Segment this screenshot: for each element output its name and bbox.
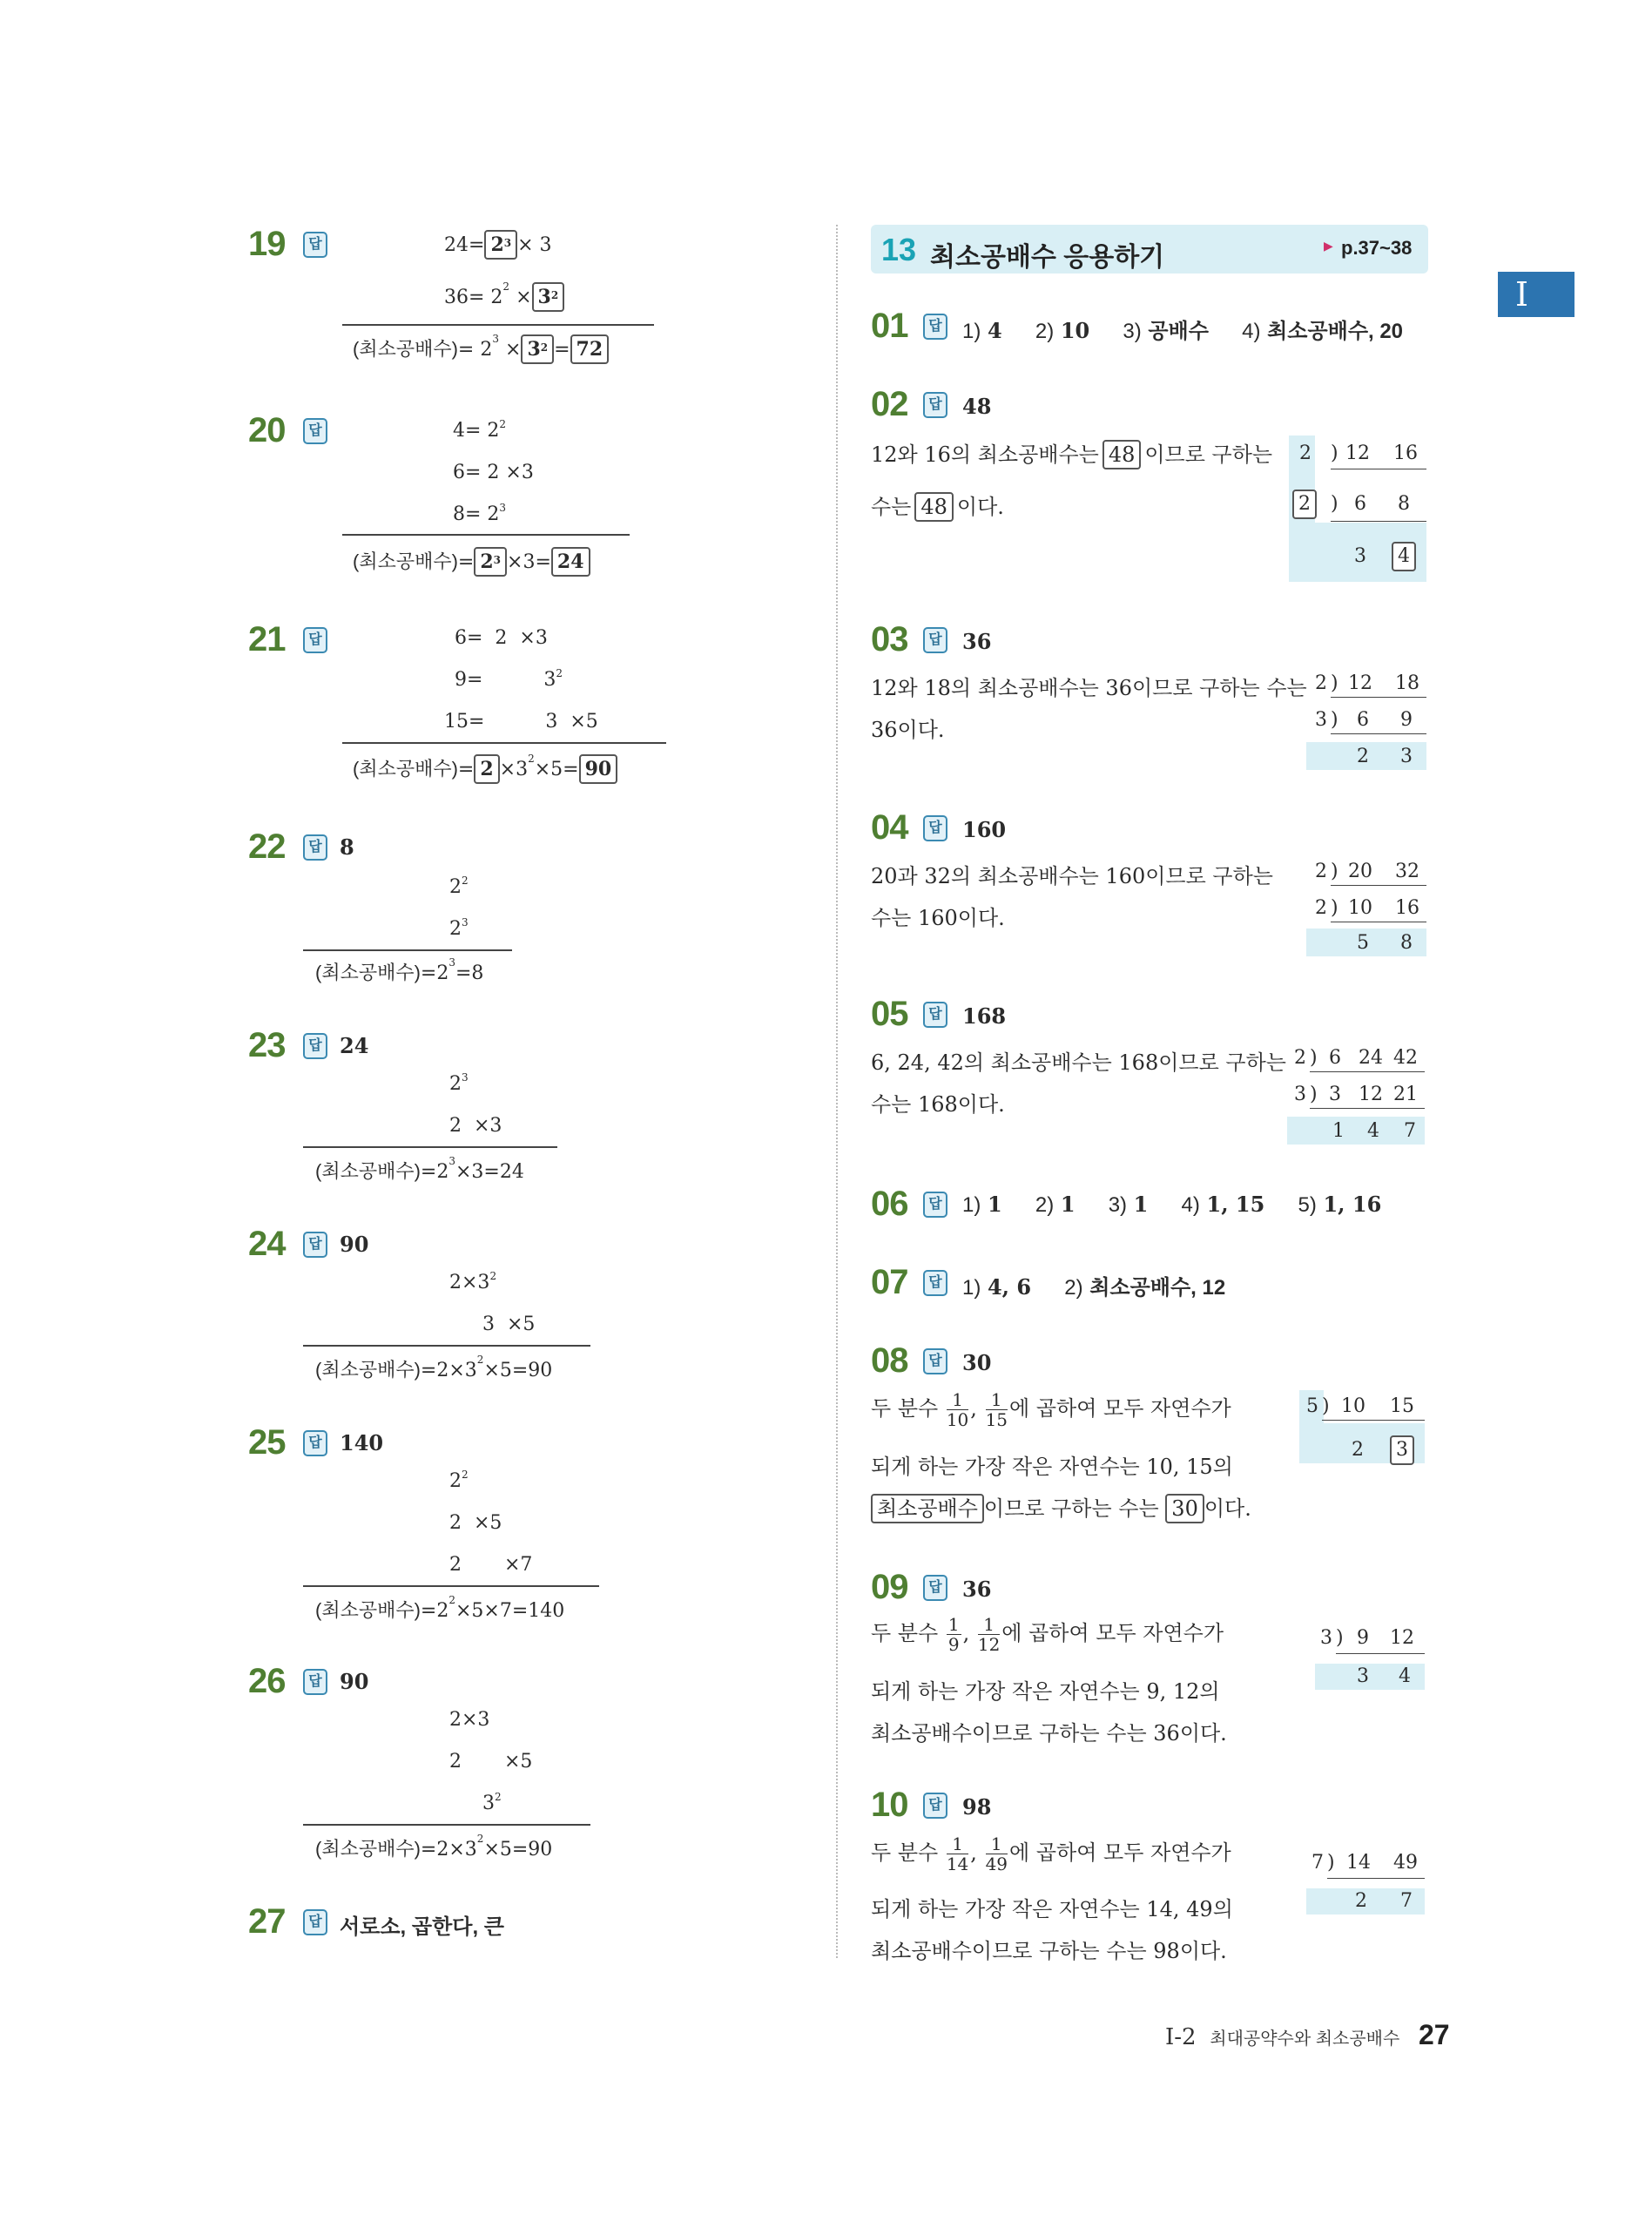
divider bbox=[1331, 697, 1426, 698]
lcm-row: (최소공배수)$=2\times 3^2\times 5=90$ bbox=[315, 1833, 553, 1860]
factor-row: 2×3 bbox=[449, 1709, 490, 1731]
answer-value: 160 bbox=[962, 817, 1007, 842]
divider bbox=[342, 324, 654, 326]
explanation-line: 최소공배수이므로 구하는 수는 36이다. bbox=[871, 1721, 1227, 1746]
ladder-divisor: 2 bbox=[1294, 1047, 1306, 1069]
lcm-row: (최소공배수)$=2^3=8$ bbox=[315, 956, 484, 984]
divider bbox=[342, 534, 630, 536]
ladder-quotient: 2 bbox=[1352, 1439, 1364, 1461]
factor-row: 2 ×5 bbox=[449, 1751, 533, 1773]
page-footer bbox=[1165, 2019, 1450, 2051]
section-number: 13 bbox=[881, 232, 917, 267]
divider bbox=[303, 1824, 590, 1826]
problem-number: 26 bbox=[248, 1662, 286, 1700]
ladder-value: 42 bbox=[1393, 1047, 1418, 1069]
ladder-value: 9 bbox=[1400, 709, 1413, 731]
ladder-quotient: 7 bbox=[1400, 1890, 1413, 1912]
ladder-value: 6 bbox=[1329, 1047, 1341, 1069]
question-number: 05 bbox=[871, 995, 908, 1033]
lcm-row: (최소공배수)= $2^3 \times 3^2 = 72$ bbox=[353, 334, 609, 364]
answer-value: 168 bbox=[962, 1003, 1007, 1029]
question-number: 10 bbox=[871, 1786, 908, 1824]
question-number: 09 bbox=[871, 1568, 908, 1606]
factor-row: $36= 2^2 \times 3^2$ bbox=[444, 282, 564, 312]
explanation-line: 되게 하는 가장 작은 자연수는 14, 49의 bbox=[871, 1897, 1233, 1921]
question-number: 04 bbox=[871, 808, 908, 847]
problem-number: 22 bbox=[248, 827, 286, 866]
footer-chapter: Ⅰ-2 bbox=[1165, 2024, 1197, 2050]
ladder-divisor: 3 bbox=[1315, 709, 1327, 731]
lcm-row: (최소공배수)= $2^3 \times 3= 24$ bbox=[353, 547, 590, 577]
answer-badge: 답 bbox=[303, 627, 327, 653]
ladder-value: 16 bbox=[1393, 442, 1418, 464]
answer-value: 36 bbox=[962, 1577, 992, 1602]
lcm-row: (최소공배수)$=2^2\times 5\times 7=140$ bbox=[315, 1594, 565, 1622]
page-number: 27 bbox=[1418, 2019, 1450, 2050]
factor-row: $24= 2^3 \times 3$ bbox=[444, 230, 552, 260]
answer-badge: 답 bbox=[923, 314, 947, 340]
factor-row: 15= 3 ×5 bbox=[444, 711, 598, 733]
answer-badge: 답 bbox=[923, 1793, 947, 1819]
answer-badge: 답 bbox=[303, 1033, 327, 1059]
problem-number: 25 bbox=[248, 1423, 286, 1462]
problem-number: 27 bbox=[248, 1902, 286, 1941]
ladder-divisor: 7 bbox=[1311, 1852, 1324, 1874]
answer-list: 1) 4, 6 2) 최소공배수, 12 bbox=[962, 1274, 1226, 1300]
answer-value: 24 bbox=[340, 1033, 369, 1058]
question-number: 03 bbox=[871, 620, 908, 658]
question-number: 02 bbox=[871, 385, 908, 423]
ladder-divisor: 3 bbox=[1294, 1084, 1306, 1105]
answer-badge: 답 bbox=[303, 1669, 327, 1695]
answer-badge: 답 bbox=[923, 1348, 947, 1374]
page-reference: p.37~38 bbox=[1341, 237, 1413, 259]
ladder-bracket: ) bbox=[1310, 1084, 1318, 1105]
answer-badge: 답 bbox=[923, 1270, 947, 1296]
explanation-line: 두 분수 $\frac{1}{14}$ , $\frac{1}{49}$ 에 곱하여 모두 자연수가 bbox=[871, 1833, 1231, 1874]
explanation-line: 최소공배수 이므로 구하는 수는 30 이다. bbox=[871, 1491, 1251, 1523]
question-number: 01 bbox=[871, 307, 908, 345]
ladder-quotient: 3 bbox=[1390, 1435, 1414, 1465]
ladder-quotient: 2 bbox=[1357, 746, 1369, 767]
divider bbox=[303, 1585, 599, 1587]
factor-row: 2 ×5 bbox=[449, 1512, 502, 1534]
ladder-value: 49 bbox=[1393, 1852, 1418, 1874]
explanation-line: 6, 24, 42의 최소공배수는 168이므로 구하는 bbox=[871, 1050, 1286, 1075]
divider bbox=[1331, 885, 1426, 886]
problem-number: 19 bbox=[248, 225, 286, 263]
factor-row: 9= $3^2$ bbox=[455, 667, 563, 691]
ladder-quotient: 3 bbox=[1354, 545, 1366, 567]
answer-value: 140 bbox=[340, 1430, 384, 1455]
answer-badge: 답 bbox=[923, 1002, 947, 1028]
factor-row: 3 ×5 bbox=[482, 1313, 536, 1335]
ladder-value: 8 bbox=[1398, 493, 1410, 515]
ladder-bracket: ) bbox=[1336, 1627, 1344, 1649]
ladder-quotient: 4 bbox=[1392, 542, 1416, 571]
factor-row: $4= 2^2$ bbox=[453, 418, 507, 442]
divider bbox=[342, 742, 666, 744]
lcm-row: (최소공배수)$=2^3\times 3=24$ bbox=[315, 1155, 524, 1183]
answer-value: 48 bbox=[962, 394, 992, 419]
divider bbox=[1336, 1653, 1425, 1654]
footer-title: 최대공약수와 최소공배수 bbox=[1210, 2029, 1400, 2049]
ladder-bracket: ) bbox=[1327, 1852, 1335, 1874]
problem-number: 20 bbox=[248, 411, 286, 449]
ladder-quotient: 7 bbox=[1404, 1120, 1416, 1142]
ladder-value: 3 bbox=[1329, 1084, 1341, 1105]
answer-badge: 답 bbox=[923, 1192, 947, 1218]
answer-list: 1) 4 2) 10 3) 공배수 4) 최소공배수, 20 bbox=[962, 318, 1404, 343]
divider bbox=[1331, 521, 1426, 522]
explanation-line: 되게 하는 가장 작은 자연수는 10, 15의 bbox=[871, 1455, 1233, 1479]
answer-badge: 답 bbox=[303, 232, 327, 258]
ladder-bracket: ) bbox=[1331, 709, 1338, 731]
divider bbox=[303, 1345, 590, 1347]
divider bbox=[1310, 1071, 1425, 1072]
ladder-value: 12 bbox=[1359, 1084, 1383, 1105]
explanation-line: 두 분수 $\frac{1}{10}$ , $\frac{1}{15}$ 에 곱하여 모두 자연수가 bbox=[871, 1389, 1231, 1430]
answer-badge: 답 bbox=[303, 1909, 327, 1935]
answer-badge: 답 bbox=[303, 1232, 327, 1258]
explanation-line: 수는 160이다. bbox=[871, 906, 1005, 930]
section-header bbox=[871, 225, 1428, 273]
section-title: 최소공배수 응용하기 bbox=[930, 243, 1165, 272]
ladder-quotient: 3 bbox=[1357, 1665, 1369, 1687]
question-number: 07 bbox=[871, 1263, 908, 1301]
ladder-value: 20 bbox=[1348, 861, 1372, 882]
ladder-divisor: 2 bbox=[1292, 490, 1317, 519]
ladder-bracket: ) bbox=[1310, 1047, 1318, 1069]
ladder-value: 9 bbox=[1357, 1627, 1369, 1649]
ladder-bracket: ) bbox=[1322, 1395, 1330, 1417]
column-divider bbox=[836, 225, 838, 1958]
explanation-line: 수는 168이다. bbox=[871, 1092, 1005, 1117]
ladder-value: 12 bbox=[1345, 442, 1370, 464]
explanation-line: 수는 48 이다. bbox=[871, 490, 1004, 522]
answer-value: 36 bbox=[962, 629, 992, 654]
factor-row: $2\times 3^2$ bbox=[449, 1270, 497, 1293]
divider bbox=[1331, 733, 1426, 734]
explanation-line: 최소공배수이므로 구하는 수는 98이다. bbox=[871, 1939, 1227, 1963]
ladder-value: 32 bbox=[1395, 861, 1419, 882]
ladder-divisor: 2 bbox=[1315, 861, 1327, 882]
answer-badge: 답 bbox=[303, 1430, 327, 1456]
factor-row: $2^2$ bbox=[449, 1469, 469, 1492]
answer-badge: 답 bbox=[303, 834, 327, 861]
explanation-line: 12와 18의 최소공배수는 36이므로 구하는 수는 bbox=[871, 676, 1307, 700]
explanation-line: 되게 하는 가장 작은 자연수는 9, 12의 bbox=[871, 1679, 1220, 1704]
ladder-divisor: 3 bbox=[1320, 1627, 1332, 1649]
answer-value: 8 bbox=[340, 834, 354, 860]
answer-badge: 답 bbox=[923, 1575, 947, 1601]
ladder-value: 10 bbox=[1341, 1395, 1365, 1417]
answer-value: 서로소, 곱한다, 큰 bbox=[340, 1915, 504, 1939]
problem-number: 21 bbox=[248, 620, 286, 658]
ladder-value: 18 bbox=[1395, 672, 1419, 694]
ladder-value: 14 bbox=[1346, 1852, 1371, 1874]
factor-row: 6= 2 ×3 bbox=[455, 627, 548, 649]
ladder-quotient: 2 bbox=[1355, 1890, 1367, 1912]
factor-row: $2^3$ bbox=[449, 1071, 469, 1095]
ladder-divisor: 5 bbox=[1306, 1395, 1318, 1417]
ladder-quotient: 1 bbox=[1332, 1120, 1345, 1142]
divider bbox=[1310, 1108, 1425, 1109]
factor-row: $8= 2^3$ bbox=[453, 502, 507, 525]
explanation-line: 12와 16의 최소공배수는 48 이므로 구하는 bbox=[871, 437, 1272, 469]
factor-row: 2 ×3 bbox=[449, 1115, 502, 1137]
explanation-line: 두 분수 $\frac{1}{9}$ , $\frac{1}{12}$ 에 곱하여 모두 자연수가 bbox=[871, 1614, 1224, 1655]
factor-row: $2^2$ bbox=[449, 875, 469, 898]
ladder-value: 12 bbox=[1348, 672, 1372, 694]
ladder-value: 6 bbox=[1357, 709, 1369, 731]
ladder-quotient: 3 bbox=[1400, 746, 1413, 767]
ladder-bracket: ) bbox=[1331, 493, 1338, 515]
answer-badge: 답 bbox=[923, 815, 947, 841]
chapter-tab: Ⅰ bbox=[1498, 272, 1574, 317]
question-number: 06 bbox=[871, 1185, 908, 1223]
divider bbox=[1322, 1420, 1425, 1421]
lcm-row: (최소공배수)$=2\times 3^2\times 5=90$ bbox=[315, 1354, 553, 1381]
ladder-value: 21 bbox=[1393, 1084, 1418, 1105]
ladder-divisor: 2 bbox=[1315, 672, 1327, 694]
answer-value: 90 bbox=[340, 1669, 369, 1694]
ladder-quotient: 4 bbox=[1399, 1665, 1411, 1687]
divider bbox=[303, 1146, 557, 1148]
question-number: 08 bbox=[871, 1341, 908, 1380]
ladder-divisor: 2 bbox=[1299, 442, 1311, 464]
ladder-quotient: 8 bbox=[1400, 932, 1413, 954]
ladder-value: 24 bbox=[1359, 1047, 1383, 1069]
ladder-value: 12 bbox=[1390, 1627, 1414, 1649]
lcm-row: (최소공배수)= $2 \times 3^2\times 5= 90$ bbox=[353, 754, 617, 784]
factor-row: 2 ×7 bbox=[449, 1554, 533, 1576]
answer-value: 30 bbox=[962, 1350, 992, 1375]
divider bbox=[1327, 1878, 1425, 1879]
problem-number: 23 bbox=[248, 1026, 286, 1064]
factor-row: 6= 2 ×3 bbox=[453, 462, 534, 483]
explanation-line: 36이다. bbox=[871, 718, 945, 742]
ladder-quotient: 5 bbox=[1357, 932, 1369, 954]
answer-value: 98 bbox=[962, 1794, 992, 1820]
ladder-bracket: ) bbox=[1331, 861, 1338, 882]
triangle-icon: ▶ bbox=[1324, 239, 1333, 253]
ladder-divisor: 2 bbox=[1315, 897, 1327, 919]
answer-value: 90 bbox=[340, 1232, 369, 1257]
ladder-value: 15 bbox=[1390, 1395, 1414, 1417]
ladder-quotient: 4 bbox=[1367, 1120, 1379, 1142]
ladder-value: 6 bbox=[1354, 493, 1366, 515]
answer-badge: 답 bbox=[303, 418, 327, 444]
ladder-bracket: ) bbox=[1331, 897, 1338, 919]
ladder-value: 10 bbox=[1348, 897, 1372, 919]
answer-badge: 답 bbox=[923, 627, 947, 653]
problem-number: 24 bbox=[248, 1225, 286, 1263]
answer-list: 1) 1 2) 1 3) 1 4) 1, 15 5) 1, 16 bbox=[962, 1192, 1382, 1217]
divider bbox=[303, 949, 512, 951]
ladder-bracket: ) bbox=[1331, 442, 1338, 464]
factor-row: $2^3$ bbox=[449, 916, 469, 940]
explanation-line: 20과 32의 최소공배수는 160이므로 구하는 bbox=[871, 864, 1273, 888]
ladder-bracket: ) bbox=[1331, 672, 1338, 694]
answer-badge: 답 bbox=[923, 392, 947, 418]
ladder-value: 16 bbox=[1395, 897, 1419, 919]
factor-row: $3^2$ bbox=[482, 1791, 502, 1814]
